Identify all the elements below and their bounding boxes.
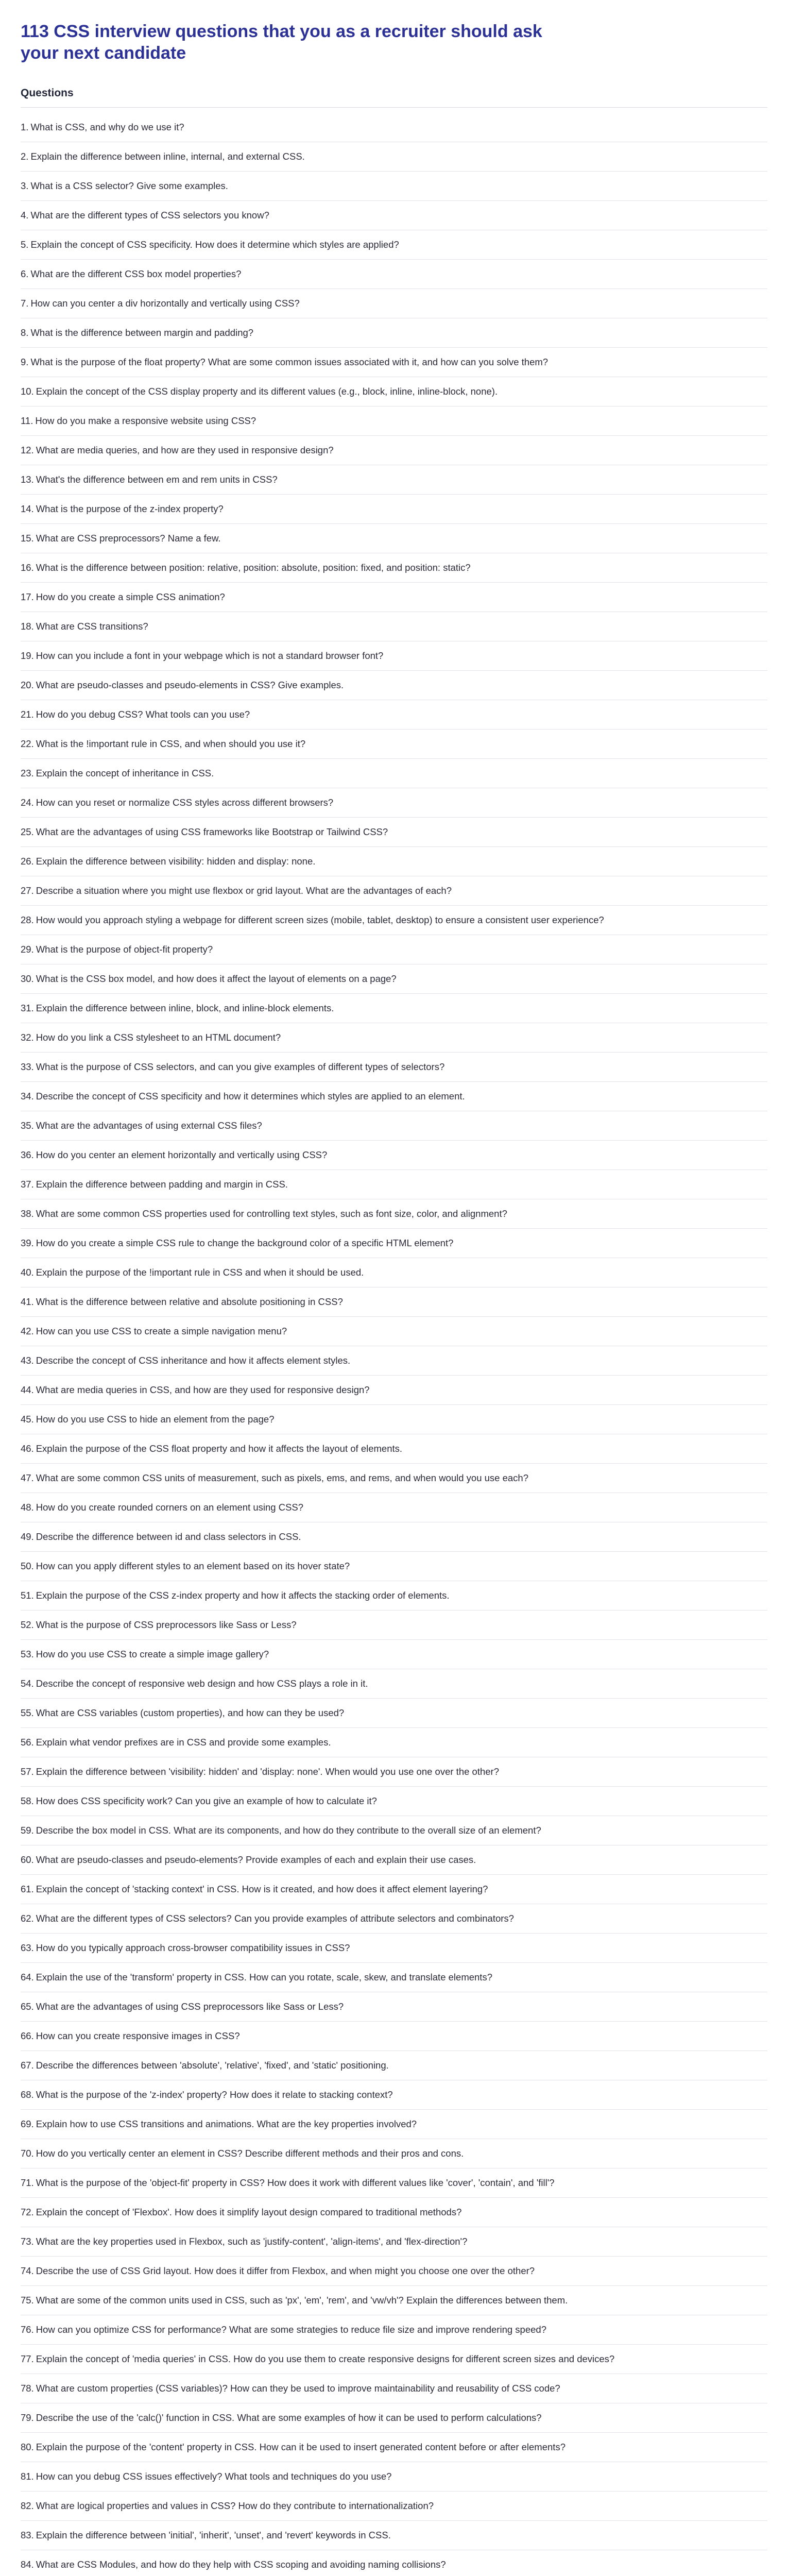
question-item xyxy=(21,1728,767,1757)
question-item xyxy=(21,1640,767,1669)
question-number: 46. xyxy=(21,1443,34,1454)
question-text: Describe the difference between id and class selectors in CSS. xyxy=(36,1531,301,1542)
question-number: 49. xyxy=(21,1531,34,1542)
question-number: 38. xyxy=(21,1208,34,1219)
question-text: What is the !important rule in CSS, and when should you use it? xyxy=(36,738,306,749)
question-number: 72. xyxy=(21,2207,34,2217)
question-text: What is the purpose of the z-index property? xyxy=(36,503,224,514)
question-number: 84. xyxy=(21,2559,34,2570)
question-item xyxy=(21,1464,767,1493)
question-text: Describe the differences between 'absolute', 'relative', 'fixed', and 'static' positioning. xyxy=(36,2060,389,2071)
question-number: 35. xyxy=(21,1120,34,1131)
question-text: Explain the difference between inline, block, and inline-block elements. xyxy=(36,1003,334,1013)
question-number: 36. xyxy=(21,1149,34,1160)
question-number: 14. xyxy=(21,503,34,514)
question-item xyxy=(21,1904,767,1934)
question-text: What are CSS transitions? xyxy=(36,621,148,632)
question-item xyxy=(21,1992,767,2022)
question-text: How do you use CSS to create a simple image gallery? xyxy=(36,1649,269,1659)
question-item xyxy=(21,465,767,495)
question-number: 29. xyxy=(21,944,34,955)
question-number: 82. xyxy=(21,2500,34,2511)
question-item xyxy=(21,876,767,906)
question-item xyxy=(21,1258,767,1287)
question-item xyxy=(21,2433,767,2462)
question-number: 78. xyxy=(21,2383,34,2394)
question-item xyxy=(21,1875,767,1904)
question-text: How do you make a responsive website using CSS? xyxy=(35,415,256,426)
question-text: How do you create a simple CSS animation? xyxy=(36,591,225,602)
question-item xyxy=(21,1669,767,1699)
question-text: What is the difference between margin and padding? xyxy=(30,327,254,338)
question-item xyxy=(21,935,767,964)
question-text: Explain the concept of 'stacking context' in CSS. How is it created, and how does it affect element layering? xyxy=(36,1884,488,1894)
questions-list xyxy=(21,113,767,2576)
question-number: 59. xyxy=(21,1825,34,1836)
question-item xyxy=(21,906,767,935)
question-item xyxy=(21,406,767,436)
question-item xyxy=(21,2227,767,2257)
question-text: How do you debug CSS? What tools can you use? xyxy=(36,709,250,720)
question-text: What is the difference between relative and absolute positioning in CSS? xyxy=(36,1296,343,1307)
question-text: What's the difference between em and rem units in CSS? xyxy=(36,474,278,485)
question-item xyxy=(21,2198,767,2227)
question-text: How can you include a font in your webpage which is not a standard browser font? xyxy=(36,650,384,661)
question-number: 27. xyxy=(21,885,34,896)
question-number: 44. xyxy=(21,1384,34,1395)
question-item xyxy=(21,1963,767,1992)
question-item xyxy=(21,2286,767,2315)
question-text: Explain the difference between inline, internal, and external CSS. xyxy=(30,151,305,162)
question-item xyxy=(21,2462,767,2492)
question-item xyxy=(21,1376,767,1405)
question-text: What are the advantages of using CSS frameworks like Bootstrap or Tailwind CSS? xyxy=(36,826,388,837)
question-text: How do you typically approach cross-browser compatibility issues in CSS? xyxy=(36,1942,350,1953)
question-text: What are custom properties (CSS variables)? How can they be used to improve maintainability and reusability of CSS code? xyxy=(36,2383,560,2394)
question-text: What is the purpose of object-fit property? xyxy=(36,944,213,955)
question-text: How can you center a div horizontally and vertically using CSS? xyxy=(30,298,300,309)
question-text: What are CSS preprocessors? Name a few. xyxy=(36,533,221,544)
question-item xyxy=(21,1816,767,1845)
question-text: Explain the purpose of the !important rule in CSS and when it should be used. xyxy=(36,1267,364,1278)
question-item xyxy=(21,318,767,348)
question-number: 13. xyxy=(21,474,34,485)
question-number: 39. xyxy=(21,1238,34,1248)
question-text: What is a CSS selector? Give some examples. xyxy=(30,180,228,191)
question-item xyxy=(21,1053,767,1082)
question-item xyxy=(21,142,767,172)
question-number: 33. xyxy=(21,1061,34,1072)
question-number: 16. xyxy=(21,562,34,573)
question-item xyxy=(21,2403,767,2433)
question-text: How can you use CSS to create a simple navigation menu? xyxy=(36,1326,287,1336)
question-item xyxy=(21,2492,767,2521)
question-text: What is the difference between position: relative, position: absolute, position: fixed, and position: static? xyxy=(36,562,471,573)
question-text: How do you create rounded corners on an element using CSS? xyxy=(36,1502,304,1513)
question-text: Explain the concept of inheritance in CSS. xyxy=(36,768,214,778)
question-text: Explain the concept of 'Flexbox'. How does it simplify layout design compared to traditional methods? xyxy=(36,2207,462,2217)
question-number: 68. xyxy=(21,2089,34,2100)
question-number: 1. xyxy=(21,122,29,132)
question-item xyxy=(21,583,767,612)
question-item xyxy=(21,2139,767,2168)
question-number: 8. xyxy=(21,327,29,338)
question-item xyxy=(21,1493,767,1522)
question-number: 31. xyxy=(21,1003,34,1013)
question-text: What are logical properties and values in CSS? How do they contribute to internationalization? xyxy=(36,2500,434,2511)
question-text: Describe the concept of CSS specificity and how it determines which styles are applied to an element. xyxy=(36,1091,465,1101)
question-number: 54. xyxy=(21,1678,34,1689)
question-item xyxy=(21,2080,767,2110)
question-item xyxy=(21,377,767,406)
question-text: What is the purpose of CSS preprocessors like Sass or Less? xyxy=(36,1619,297,1630)
question-number: 75. xyxy=(21,2295,34,2306)
question-number: 58. xyxy=(21,1795,34,1806)
question-item xyxy=(21,641,767,671)
question-number: 60. xyxy=(21,1854,34,1865)
question-item xyxy=(21,1317,767,1346)
question-item xyxy=(21,172,767,201)
question-item xyxy=(21,1611,767,1640)
question-item xyxy=(21,348,767,377)
question-number: 71. xyxy=(21,2177,34,2188)
question-text: What are the key properties used in Flexbox, such as 'justify-content', 'align-items', and 'flex-direction'? xyxy=(36,2236,468,2247)
question-number: 41. xyxy=(21,1296,34,1307)
question-text: Explain the concept of the CSS display property and its different values (e.g., block, inline, inline-block, none). xyxy=(36,386,498,397)
question-number: 11. xyxy=(21,415,33,426)
question-number: 40. xyxy=(21,1267,34,1278)
question-text: What are some common CSS properties used for controlling text styles, such as font size, color, and alignment? xyxy=(36,1208,507,1219)
question-item xyxy=(21,1229,767,1258)
question-number: 28. xyxy=(21,914,34,925)
question-item xyxy=(21,1141,767,1170)
question-text: Explain the concept of 'media queries' in CSS. How do you use them to create responsive designs for different screen sizes and devices? xyxy=(36,2353,615,2364)
question-item xyxy=(21,1522,767,1552)
question-text: What is the purpose of the 'object-fit' property in CSS? How does it work with different values like 'cover', 'contain', and 'fill'? xyxy=(36,2177,555,2188)
question-text: What are CSS Modules, and how do they help with CSS scoping and avoiding naming collisions? xyxy=(36,2559,446,2570)
question-text: Describe the use of CSS Grid layout. How does it differ from Flexbox, and when might you choose one over the other? xyxy=(36,2265,535,2276)
question-item xyxy=(21,1287,767,1317)
question-text: Describe the concept of responsive web design and how CSS plays a role in it. xyxy=(36,1678,368,1689)
question-text: Explain what vendor prefixes are in CSS and provide some examples. xyxy=(36,1737,331,1748)
question-item xyxy=(21,553,767,583)
question-number: 19. xyxy=(21,650,34,661)
question-number: 22. xyxy=(21,738,34,749)
question-item xyxy=(21,230,767,260)
question-text: How do you center an element horizontally and vertically using CSS? xyxy=(36,1149,328,1160)
question-text: Describe the box model in CSS. What are its components, and how do they contribute to the overall size of an element? xyxy=(36,1825,541,1836)
question-text: Explain how to use CSS transitions and animations. What are the key properties involved? xyxy=(36,2119,417,2129)
question-number: 7. xyxy=(21,298,29,309)
question-item xyxy=(21,788,767,818)
question-number: 32. xyxy=(21,1032,34,1043)
question-item xyxy=(21,201,767,230)
question-item xyxy=(21,1405,767,1434)
question-item xyxy=(21,759,767,788)
page xyxy=(21,21,767,2576)
question-number: 23. xyxy=(21,768,34,778)
question-item xyxy=(21,1934,767,1963)
question-text: How would you approach styling a webpage for different screen sizes (mobile, tablet, desktop) to ensure a consistent user experience? xyxy=(36,914,604,925)
question-text: What is the purpose of the 'z-index' property? How does it relate to stacking context? xyxy=(36,2089,393,2100)
question-item xyxy=(21,2168,767,2198)
question-text: What are the different types of CSS selectors you know? xyxy=(30,210,269,221)
section-divider xyxy=(21,107,767,108)
question-text: Explain the purpose of the 'content' property in CSS. How can it be used to insert generated content before or after elements? xyxy=(36,2442,566,2452)
question-number: 48. xyxy=(21,1502,34,1513)
question-text: What are the different types of CSS selectors? Can you provide examples of attribute selectors and combinators? xyxy=(36,1913,514,1924)
question-text: What is the purpose of the float property? What are some common issues associated with it, and how can you solve them? xyxy=(30,357,549,367)
question-item xyxy=(21,2051,767,2080)
question-number: 80. xyxy=(21,2442,34,2452)
question-number: 76. xyxy=(21,2324,34,2335)
question-item xyxy=(21,524,767,553)
question-text: What are media queries, and how are they used in responsive design? xyxy=(36,445,334,455)
question-number: 57. xyxy=(21,1766,34,1777)
question-number: 3. xyxy=(21,180,29,191)
question-number: 51. xyxy=(21,1590,34,1601)
question-number: 18. xyxy=(21,621,34,632)
question-number: 63. xyxy=(21,1942,34,1953)
question-item xyxy=(21,260,767,289)
question-item xyxy=(21,495,767,524)
question-number: 5. xyxy=(21,239,29,250)
question-text: How can you create responsive images in CSS? xyxy=(36,2030,240,2041)
question-item xyxy=(21,2110,767,2139)
question-number: 15. xyxy=(21,533,34,544)
question-number: 20. xyxy=(21,680,34,690)
question-item xyxy=(21,1699,767,1728)
question-number: 43. xyxy=(21,1355,34,1366)
question-text: What are some of the common units used in CSS, such as 'px', 'em', 'rem', and 'vw/vh'? Explain the differences between them. xyxy=(36,2295,568,2306)
question-number: 69. xyxy=(21,2119,34,2129)
question-text: What are the advantages of using external CSS files? xyxy=(36,1120,262,1131)
section-heading: Questions xyxy=(21,87,74,99)
question-number: 66. xyxy=(21,2030,34,2041)
question-number: 24. xyxy=(21,797,34,808)
question-item xyxy=(21,1199,767,1229)
question-number: 83. xyxy=(21,2530,34,2540)
question-number: 56. xyxy=(21,1737,34,1748)
question-number: 70. xyxy=(21,2148,34,2159)
question-text: How do you create a simple CSS rule to change the background color of a specific HTML element? xyxy=(36,1238,454,1248)
question-number: 4. xyxy=(21,210,29,221)
question-number: 74. xyxy=(21,2265,34,2276)
question-item xyxy=(21,1023,767,1053)
question-item xyxy=(21,2345,767,2374)
question-item xyxy=(21,1434,767,1464)
question-item xyxy=(21,2257,767,2286)
question-number: 47. xyxy=(21,1472,34,1483)
question-item xyxy=(21,2315,767,2345)
question-number: 53. xyxy=(21,1649,34,1659)
question-number: 6. xyxy=(21,268,29,279)
question-number: 50. xyxy=(21,1561,34,1571)
question-text: What is the CSS box model, and how does it affect the layout of elements on a page? xyxy=(36,973,397,984)
question-text: What is CSS, and why do we use it? xyxy=(30,122,184,132)
question-number: 34. xyxy=(21,1091,34,1101)
question-number: 77. xyxy=(21,2353,34,2364)
question-number: 30. xyxy=(21,973,34,984)
question-number: 2. xyxy=(21,151,29,162)
question-item xyxy=(21,994,767,1023)
question-item xyxy=(21,1082,767,1111)
question-text: How does CSS specificity work? Can you give an example of how to calculate it? xyxy=(36,1795,377,1806)
question-text: What are some common CSS units of measurement, such as pixels, ems, and rems, and when would you use each? xyxy=(36,1472,529,1483)
question-item xyxy=(21,700,767,730)
question-number: 73. xyxy=(21,2236,34,2247)
question-text: Explain the difference between 'visibility: hidden' and 'display: none'. When would you use one over the other? xyxy=(36,1766,499,1777)
question-text: How do you link a CSS stylesheet to an HTML document? xyxy=(36,1032,281,1043)
question-text: What are media queries in CSS, and how are they used for responsive design? xyxy=(36,1384,370,1395)
question-item xyxy=(21,436,767,465)
question-number: 37. xyxy=(21,1179,34,1190)
question-number: 65. xyxy=(21,2001,34,2012)
question-item xyxy=(21,1757,767,1787)
question-text: How can you reset or normalize CSS styles across different browsers? xyxy=(36,797,334,808)
question-number: 52. xyxy=(21,1619,34,1630)
question-number: 21. xyxy=(21,709,34,720)
question-number: 62. xyxy=(21,1913,34,1924)
question-number: 61. xyxy=(21,1884,34,1894)
question-item xyxy=(21,2521,767,2550)
question-number: 67. xyxy=(21,2060,34,2071)
question-item xyxy=(21,818,767,847)
question-item xyxy=(21,1845,767,1875)
question-text: What are CSS variables (custom properties), and how can they be used? xyxy=(36,1707,345,1718)
question-text: Explain the difference between visibility: hidden and display: none. xyxy=(36,856,316,867)
page-title: 113 CSS interview questions that you as a recruiter should ask your next candidate xyxy=(21,22,542,63)
question-text: Describe the use of the 'calc()' function in CSS. What are some examples of how it can be used to perform calculations? xyxy=(36,2412,542,2423)
question-number: 45. xyxy=(21,1414,34,1425)
question-item xyxy=(21,612,767,641)
question-number: 26. xyxy=(21,856,34,867)
question-number: 25. xyxy=(21,826,34,837)
question-number: 64. xyxy=(21,1972,34,1982)
question-item xyxy=(21,2022,767,2051)
question-text: Explain the use of the 'transform' property in CSS. How can you rotate, scale, skew, and translate elements? xyxy=(36,1972,492,1982)
question-item xyxy=(21,289,767,318)
question-item xyxy=(21,730,767,759)
question-text: What are the different CSS box model properties? xyxy=(30,268,242,279)
question-text: How can you optimize CSS for performance? What are some strategies to reduce file size and improve rendering speed? xyxy=(36,2324,546,2335)
question-number: 10. xyxy=(21,386,34,397)
question-text: Explain the concept of CSS specificity. How does it determine which styles are applied? xyxy=(30,239,399,250)
question-number: 42. xyxy=(21,1326,34,1336)
question-text: Explain the purpose of the CSS z-index property and how it affects the stacking order of elements. xyxy=(36,1590,450,1601)
question-item xyxy=(21,964,767,994)
question-number: 17. xyxy=(21,591,34,602)
question-number: 12. xyxy=(21,445,34,455)
question-text: How do you use CSS to hide an element from the page? xyxy=(36,1414,275,1425)
question-number: 79. xyxy=(21,2412,34,2423)
question-item xyxy=(21,1581,767,1611)
question-item xyxy=(21,1787,767,1816)
question-text: What are pseudo-classes and pseudo-elements in CSS? Give examples. xyxy=(36,680,344,690)
question-item xyxy=(21,2374,767,2403)
question-text: Explain the difference between 'initial', 'inherit', 'unset', and 'revert' keywords in CSS. xyxy=(36,2530,391,2540)
question-item xyxy=(21,847,767,876)
question-text: What are the advantages of using CSS preprocessors like Sass or Less? xyxy=(36,2001,344,2012)
question-item xyxy=(21,2550,767,2576)
question-text: Explain the purpose of the CSS float property and how it affects the layout of elements. xyxy=(36,1443,403,1454)
question-number: 55. xyxy=(21,1707,34,1718)
question-text: What are pseudo-classes and pseudo-elements? Provide examples of each and explain their use cases. xyxy=(36,1854,476,1865)
question-item xyxy=(21,1170,767,1199)
question-text: Explain the difference between padding and margin in CSS. xyxy=(36,1179,288,1190)
question-item xyxy=(21,1346,767,1376)
question-text: How can you debug CSS issues effectively? What tools and techniques do you use? xyxy=(36,2471,392,2482)
question-number: 81. xyxy=(21,2471,34,2482)
question-text: How do you vertically center an element in CSS? Describe different methods and their pros and cons. xyxy=(36,2148,464,2159)
question-text: What is the purpose of CSS selectors, and can you give examples of different types of selectors? xyxy=(36,1061,445,1072)
question-text: How can you apply different styles to an element based on its hover state? xyxy=(36,1561,350,1571)
question-number: 9. xyxy=(21,357,29,367)
question-text: Describe the concept of CSS inheritance and how it affects element styles. xyxy=(36,1355,351,1366)
question-item xyxy=(21,1552,767,1581)
question-item xyxy=(21,113,767,142)
question-item xyxy=(21,671,767,700)
question-item xyxy=(21,1111,767,1141)
question-text: Describe a situation where you might use flexbox or grid layout. What are the advantages of each? xyxy=(36,885,452,896)
